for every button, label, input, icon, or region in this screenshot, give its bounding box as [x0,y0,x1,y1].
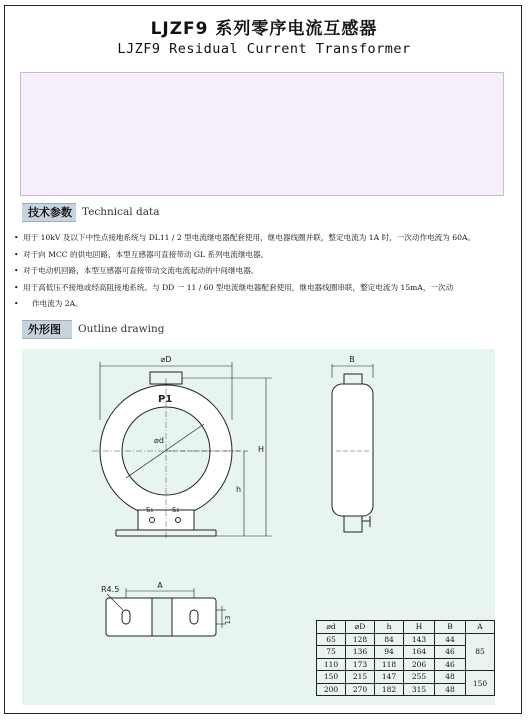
dim-B-label: B [349,355,355,364]
table-cell: 182 [375,683,404,696]
s1-label: S₁ [146,506,154,514]
table-cell: 48 [435,683,466,696]
table-cell-a-group: 150 [466,671,495,696]
table-cell: 206 [404,658,435,671]
table-header-row [317,621,495,634]
table-cell: 84 [375,633,404,646]
table-cell-a-group: 85 [466,633,495,671]
technical-heading: 技术参数 [22,203,76,222]
page-title-cn: LJZF9 系列零序电流互感器 [150,19,378,39]
table-cell: 110 [317,658,346,671]
table-cell: 147 [375,671,404,684]
table-cell: 65 [317,633,346,646]
s2-label: S₂ [172,506,180,514]
header-cell: ⌀d [317,621,346,634]
p1-label: P1 [158,394,173,405]
table-cell: 48 [435,671,466,684]
page-title-en: LJZF9 Residual Current Transformer [117,41,411,57]
table-row [317,633,495,646]
table-cell: 136 [346,646,375,659]
table-cell: 143 [404,633,435,646]
table-cell: 94 [375,646,404,659]
table-cell: 128 [346,633,375,646]
table-cell: 118 [375,658,404,671]
header-cell: A [466,621,495,634]
table-cell: 215 [346,671,375,684]
list-item: • 对于向 MCC 的供电回路，本型互感器可直接带动 GL 系列电流继电器。 [14,247,514,264]
list-item: • 用于 10kV 及以下中性点接地系统与 DL11 / 2 型电流继电器配套使用，继电器线圈并联，整定电流为 1A 时，一次动作电流为 60A。 [14,230,514,247]
outline-subheading: Outline drawing [78,323,165,335]
table-cell: 75 [317,646,346,659]
base-view [106,588,226,636]
list-item-continuation: • 作电流为 2A。 [14,296,514,313]
dim-13-label: 13 [224,615,232,625]
list-item: • 用于高低压不接地或经高阻接地系统。与 DD 一 11 / 60 型电流继电器配套使用，继电器线圈串联，整定电流为 15mA，一次动 [14,280,514,297]
table-cell: 150 [317,671,346,684]
dim-h-label: h [236,485,242,494]
table-cell: 255 [404,671,435,684]
table-cell: 315 [404,683,435,696]
dim-id-label: ⌀d [154,436,164,445]
table-cell: 164 [404,646,435,659]
front-view [92,362,272,540]
outline-heading: 外形图 [22,320,72,339]
header-cell: ⌀D [346,621,375,634]
table-cell: 46 [435,658,466,671]
header-cell: H [404,621,435,634]
spec-table [316,620,495,696]
list-item: • 对于电动机回路，本型互感器可直接带动交流电流起动的中间继电器。 [14,263,514,280]
dim-od-label: ⌀D [160,355,172,364]
side-view [332,364,373,532]
radius-label: R4.5 [101,585,120,594]
dim-A-label: A [157,581,163,590]
header-cell: B [435,621,466,634]
table-cell: 173 [346,658,375,671]
table-row [317,671,495,684]
table-cell: 46 [435,646,466,659]
technical-subheading: Technical data [82,206,160,218]
table-cell: 44 [435,633,466,646]
dim-H-label: H [258,445,265,454]
table-cell: 200 [317,683,346,696]
table-cell: 270 [346,683,375,696]
header-cell: h [375,621,404,634]
